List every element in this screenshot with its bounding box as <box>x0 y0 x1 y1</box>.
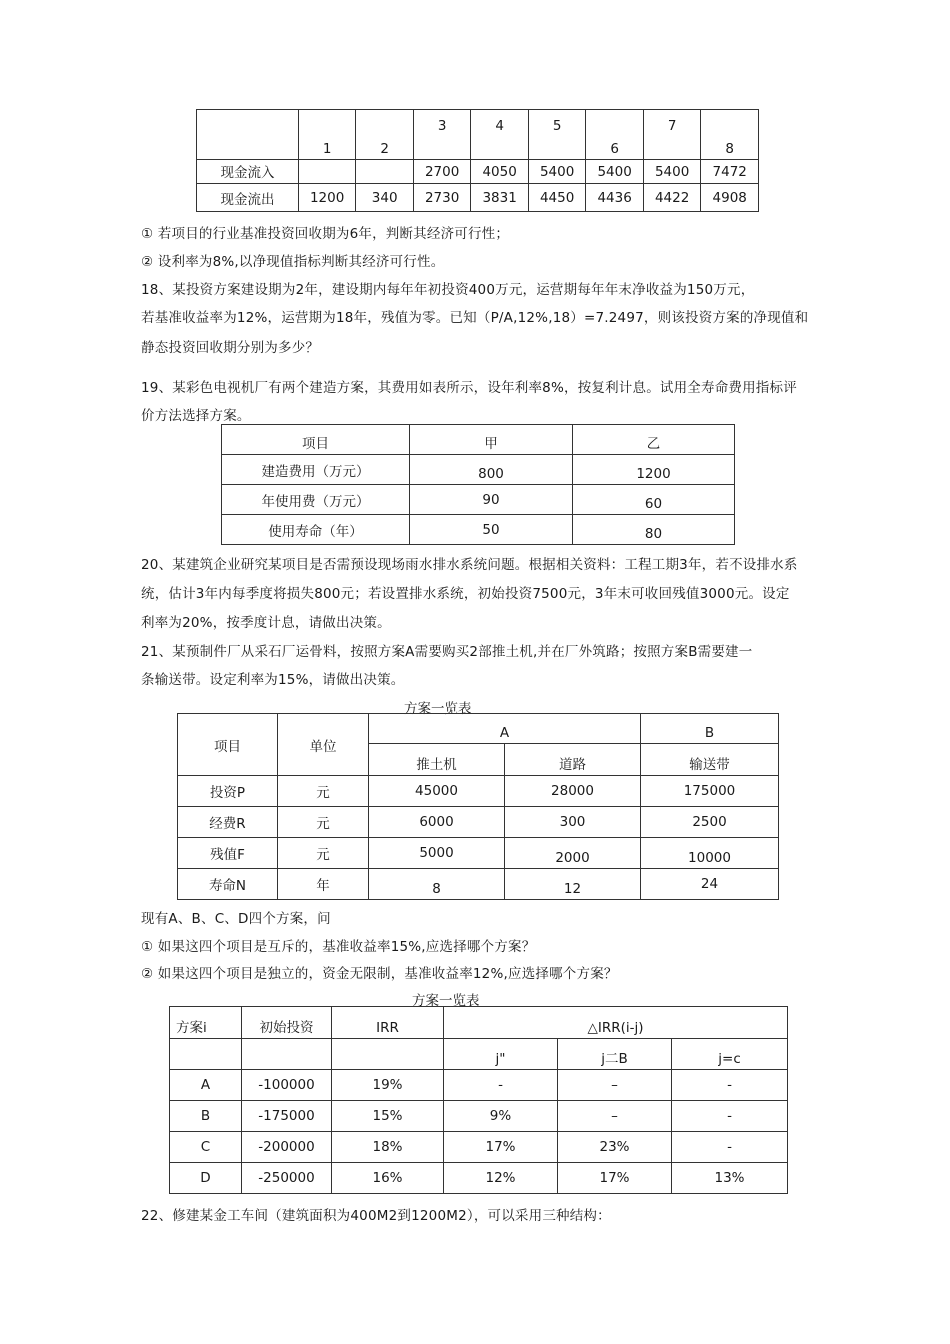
table-cell: 2700 <box>413 160 471 184</box>
table-cell: 13% <box>672 1163 788 1194</box>
table-cell: 12 <box>505 869 641 900</box>
q22pre-item-1: ① 如果这四个项目是互斥的，基准收益率15%,应选择哪个方案？ <box>141 939 536 955</box>
table-cell: 17% <box>558 1163 672 1194</box>
table-header-cell: 道路 <box>505 744 641 776</box>
cost-comparison-table <box>221 424 735 545</box>
table-header-cell: 项目 <box>178 714 278 776</box>
table-cell: 1200 <box>573 455 735 485</box>
q22pre-intro: 现有A、B、C、D四个方案，问 <box>141 911 331 927</box>
q20-line-1: 20、某建筑企业研究某项目是否需预设现场雨水排水系统问题。根据相关资料：工程工期3年，若不设排水系 <box>141 557 798 573</box>
table-cell: B <box>170 1101 242 1132</box>
table-cell: 建造费用（万元） <box>222 455 410 485</box>
table-cell: -100000 <box>242 1070 332 1101</box>
table-cell: 现金流入 <box>197 160 299 184</box>
q22pre-item-2: ② 如果这四个项目是独立的，资金无限制，基准收益率12%,应选择哪个方案？ <box>141 966 618 982</box>
table-cell: 5000 <box>369 838 505 869</box>
table-cell: 28000 <box>505 776 641 807</box>
table-cell: 年 <box>278 869 369 900</box>
table-cell: 1200 <box>298 184 356 212</box>
table-cell: 45000 <box>369 776 505 807</box>
table-header-cell: △IRR(i-j) <box>444 1007 788 1039</box>
table-header-cell: 单位 <box>278 714 369 776</box>
table-cell: 4908 <box>701 184 759 212</box>
table-row <box>178 807 779 838</box>
table-row <box>178 776 779 807</box>
q21-line-2: 条输送带。设定利率为15%，请做出决策。 <box>141 672 405 688</box>
table-cell: 12% <box>444 1163 558 1194</box>
table-cell: 4422 <box>643 184 701 212</box>
table-row <box>178 869 779 900</box>
table-header-cell <box>332 1039 444 1070</box>
table-cell: 5400 <box>643 160 701 184</box>
table-header-cell: j" <box>444 1039 558 1070</box>
table-header-cell: 方案i <box>170 1007 242 1039</box>
table-cell: 50 <box>410 515 573 545</box>
table-header-cell: 8 <box>701 110 759 160</box>
table-row <box>222 455 735 485</box>
table-cell: 5400 <box>528 160 586 184</box>
table-cell: 残值F <box>178 838 278 869</box>
table-cell: 经费R <box>178 807 278 838</box>
table-cell: 3831 <box>471 184 529 212</box>
q20-line-2: 统，估计3年内每季度将损失800元；若设置排水系统，初始投资7500元，3年末可收回残值3000元。设定 <box>141 586 790 602</box>
table-cell: 使用寿命（年） <box>222 515 410 545</box>
table-cell: 元 <box>278 838 369 869</box>
table-cell: – <box>558 1070 672 1101</box>
table-header-cell: j二B <box>558 1039 672 1070</box>
table-header-cell: 3 <box>413 110 471 160</box>
table-cell: 8 <box>369 869 505 900</box>
table-cell: D <box>170 1163 242 1194</box>
q22-line-1: 22、修建某金工车间（建筑面积为400M2到1200M2），可以采用三种结构： <box>141 1208 611 1224</box>
table-row <box>222 485 735 515</box>
table-row <box>170 1070 788 1101</box>
q21-line-1: 21、某预制件厂从采石厂运骨料，按照方案A需要购买2部推土机,并在厂外筑路；按照方案B需要建一 <box>141 644 753 660</box>
table-cell: 2500 <box>641 807 779 838</box>
table-cell: 年使用费（万元） <box>222 485 410 515</box>
table-row <box>170 1163 788 1194</box>
irr-table <box>169 1006 788 1194</box>
table-cell: 寿命N <box>178 869 278 900</box>
table-header-cell: 2 <box>356 110 414 160</box>
table-cell: – <box>558 1101 672 1132</box>
table-header-cell: 6 <box>586 110 644 160</box>
table-cell: 4050 <box>471 160 529 184</box>
table-header-cell: 7 <box>643 110 701 160</box>
q18-line-2: 若基准收益率为12%，运营期为18年，残值为零。已知（P/A,12%,18）=7.2497，则该投资方案的净现值和 <box>141 310 809 326</box>
table-cell: A <box>170 1070 242 1101</box>
table-cell: -250000 <box>242 1163 332 1194</box>
table-cell: - <box>672 1070 788 1101</box>
table-header-cell: B <box>641 714 779 744</box>
table-cell: 7472 <box>701 160 759 184</box>
table-cell: 2730 <box>413 184 471 212</box>
table-cell: 4450 <box>528 184 586 212</box>
table-header-cell: 4 <box>471 110 529 160</box>
table-cell: - <box>444 1070 558 1101</box>
table-cell <box>298 160 356 184</box>
table-row <box>170 1101 788 1132</box>
table-header-cell: 初始投资 <box>242 1007 332 1039</box>
plan-overview-table <box>177 713 779 900</box>
table-cell <box>356 160 414 184</box>
table-row <box>197 160 759 184</box>
table-cell: 19% <box>332 1070 444 1101</box>
table-cell: 17% <box>444 1132 558 1163</box>
table-caption: 方案一览表 <box>404 701 472 717</box>
q19-line-2: 价方法选择方案。 <box>141 408 251 424</box>
table-cell: 5400 <box>586 160 644 184</box>
table-cell: -200000 <box>242 1132 332 1163</box>
table-header-cell: 乙 <box>573 425 735 455</box>
table-cell: - <box>672 1101 788 1132</box>
table-cell: 23% <box>558 1132 672 1163</box>
table-cell: 10000 <box>641 838 779 869</box>
table-cell: C <box>170 1132 242 1163</box>
table-caption: 方案一览表 <box>412 993 480 1009</box>
q18-line-3: 静态投资回收期分别为多少？ <box>141 340 320 356</box>
table-cell: 16% <box>332 1163 444 1194</box>
table-row <box>170 1132 788 1163</box>
q17-item-1: ① 若项目的行业基准投资回收期为6年，判断其经济可行性； <box>141 226 510 242</box>
table-cell: - <box>672 1132 788 1163</box>
table-cell: 24 <box>641 869 779 900</box>
table-row <box>197 184 759 212</box>
table-cell: 元 <box>278 807 369 838</box>
table-cell: 800 <box>410 455 573 485</box>
table-header-cell: 1 <box>298 110 356 160</box>
table-cell: 90 <box>410 485 573 515</box>
table-cell: 18% <box>332 1132 444 1163</box>
table-header-cell: 项目 <box>222 425 410 455</box>
table-header-cell: 输送带 <box>641 744 779 776</box>
table-header-cell: 甲 <box>410 425 573 455</box>
table-cell: 2000 <box>505 838 641 869</box>
table-row <box>178 838 779 869</box>
table-cell: 340 <box>356 184 414 212</box>
table-row <box>222 515 735 545</box>
table-cell: 4436 <box>586 184 644 212</box>
table-cell: 175000 <box>641 776 779 807</box>
q19-line-1: 19、某彩色电视机厂有两个建造方案，其费用如表所示，设年利率8%，按复利计息。试用全寿命费用指标评 <box>141 380 797 396</box>
table-header-cell <box>170 1039 242 1070</box>
table-header-cell: IRR <box>332 1007 444 1039</box>
table-cell: 60 <box>573 485 735 515</box>
q17-item-2: ② 设利率为8%,以净现值指标判断其经济可行性。 <box>141 254 445 270</box>
q18-line-1: 18、某投资方案建设期为2年，建设期内每年年初投资400万元，运营期每年年末净收益为150万元， <box>141 282 755 298</box>
table-cell: 投资P <box>178 776 278 807</box>
table-header-cell: A <box>369 714 641 744</box>
table-header-cell <box>242 1039 332 1070</box>
table-header-cell: 5 <box>528 110 586 160</box>
table-cell: 9% <box>444 1101 558 1132</box>
table-cell: 15% <box>332 1101 444 1132</box>
cash-flow-table <box>196 109 759 212</box>
table-cell: -175000 <box>242 1101 332 1132</box>
table-cell: 300 <box>505 807 641 838</box>
table-cell: 80 <box>573 515 735 545</box>
table-cell: 现金流出 <box>197 184 299 212</box>
table-header-cell: 推土机 <box>369 744 505 776</box>
table-cell: 6000 <box>369 807 505 838</box>
q20-line-3: 利率为20%，按季度计息，请做出决策。 <box>141 615 391 631</box>
table-header-cell: j=c <box>672 1039 788 1070</box>
table-cell: 元 <box>278 776 369 807</box>
table-header-cell <box>197 110 299 160</box>
